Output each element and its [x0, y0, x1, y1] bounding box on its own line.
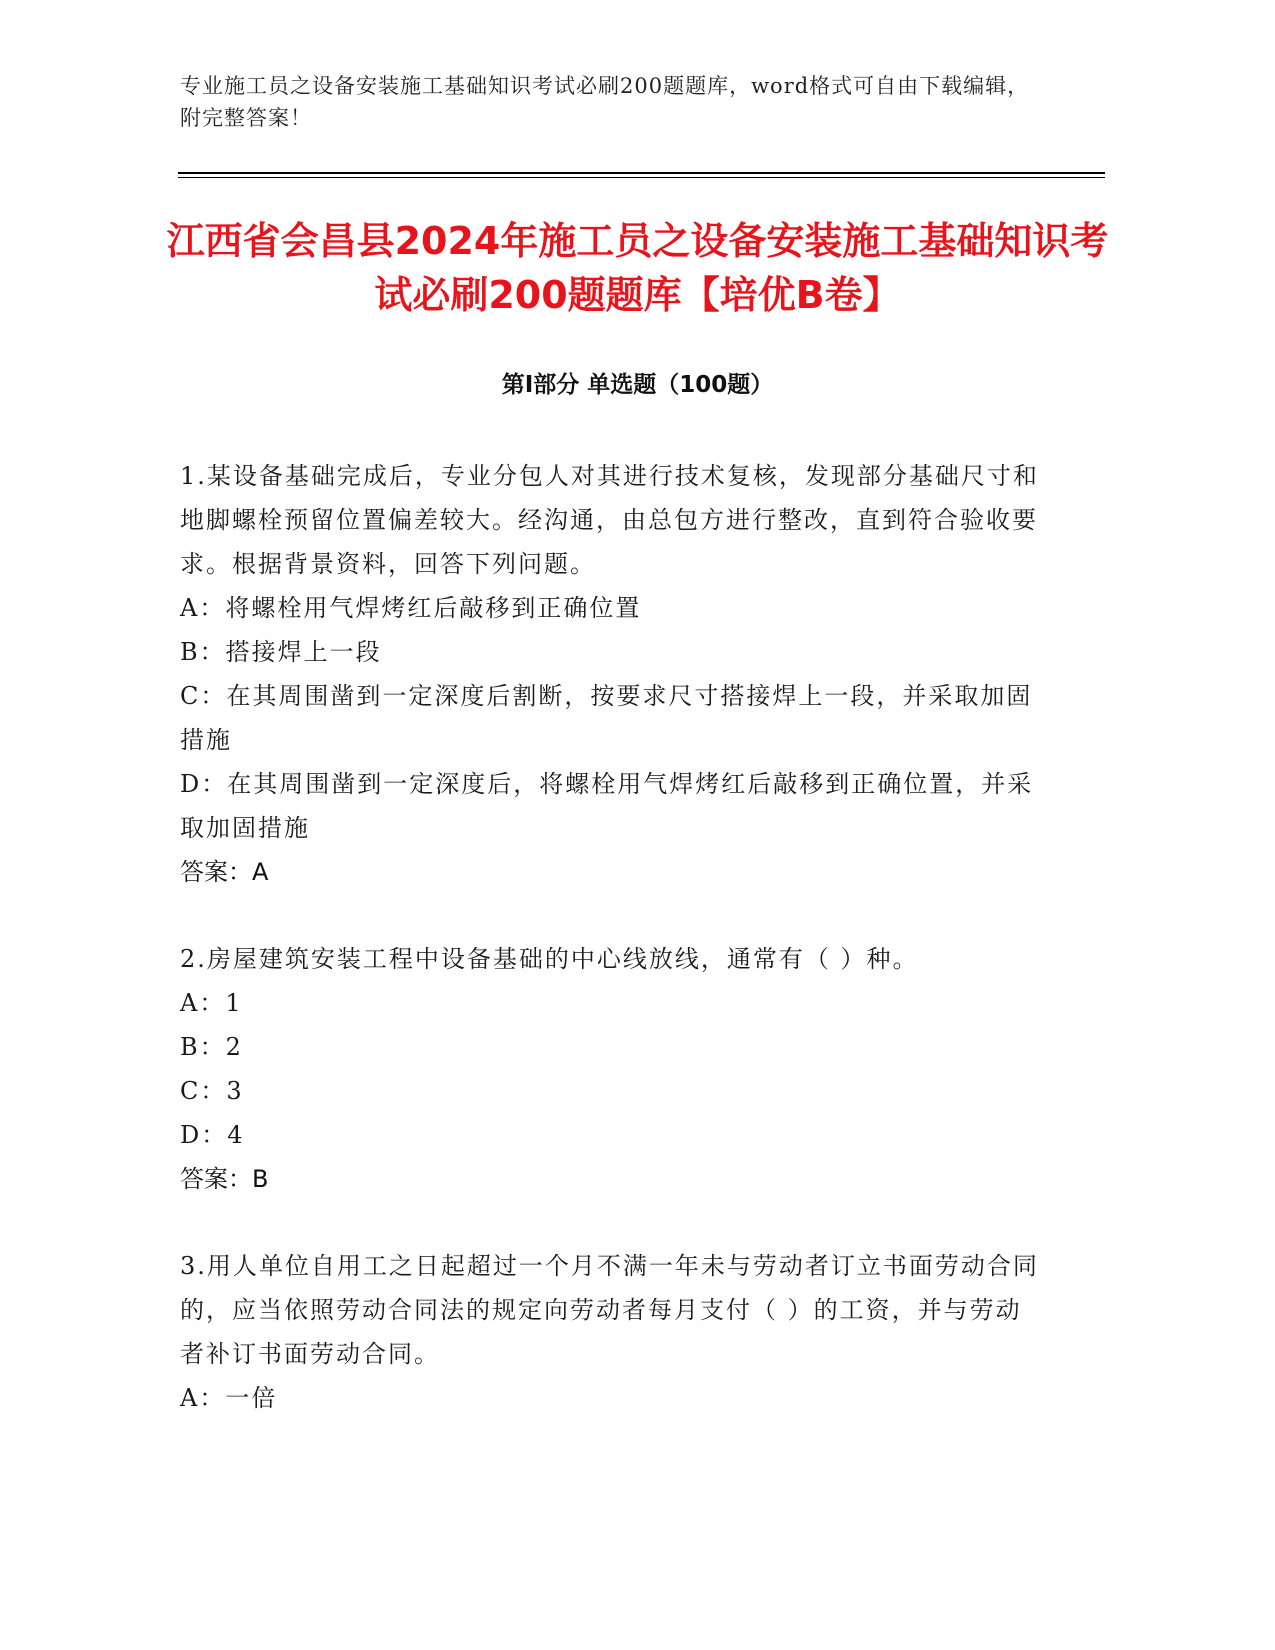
question-stem: 2.房屋建筑安装工程中设备基础的中心线放线，通常有（ ）种。	[180, 945, 919, 973]
answer: 答案：B	[180, 1165, 269, 1193]
section-heading: 第Ⅰ部分 单选题（100题）	[501, 372, 774, 398]
option-c: C：3	[180, 1077, 244, 1105]
option-b: B：搭接焊上一段	[180, 638, 382, 666]
option-a: A：1	[180, 989, 243, 1017]
header-divider-thin	[178, 177, 1105, 178]
option-d: D：4	[180, 1121, 245, 1149]
question-1	[180, 454, 1040, 894]
option-b: B：2	[180, 1033, 243, 1061]
option-a: A：一倍	[180, 1384, 278, 1412]
question-stem: 1.某设备基础完成后，专业分包人对其进行技术复核，发现部分基础尺寸和地脚螺栓预留位置偏差较大。经沟通，由总包方进行整改，直到符合验收要求。根据背景资料，回答下列问题。	[180, 462, 1039, 578]
question-2	[180, 937, 1040, 1201]
question-3	[180, 1244, 1040, 1420]
option-a: A：将螺栓用气焊烤红后敲移到正确位置	[180, 594, 642, 622]
option-c: C：在其周围凿到一定深度后割断，按要求尺寸搭接焊上一段，并采取加固措施	[180, 682, 1033, 754]
question-list	[180, 454, 1040, 1463]
answer: 答案：A	[180, 858, 269, 886]
header-divider-thick	[178, 172, 1105, 174]
question-stem: 3.用人单位自用工之日起超过一个月不满一年未与劳动者订立书面劳动合同的，应当依照劳动合同法的规定向劳动者每月支付（ ）的工资，并与劳动者补订书面劳动合同。	[180, 1252, 1039, 1368]
document-title: 江西省会昌县2024年施工员之设备安装施工基础知识考试必刷200题题库【培优B卷】	[166, 219, 1109, 317]
header-note: 专业施工员之设备安装施工基础知识考试必刷200题题库，word格式可自由下载编辑，附完整答案！	[180, 74, 1030, 130]
option-d: D：在其周围凿到一定深度后，将螺栓用气焊烤红后敲移到正确位置，并采取加固措施	[180, 770, 1034, 842]
